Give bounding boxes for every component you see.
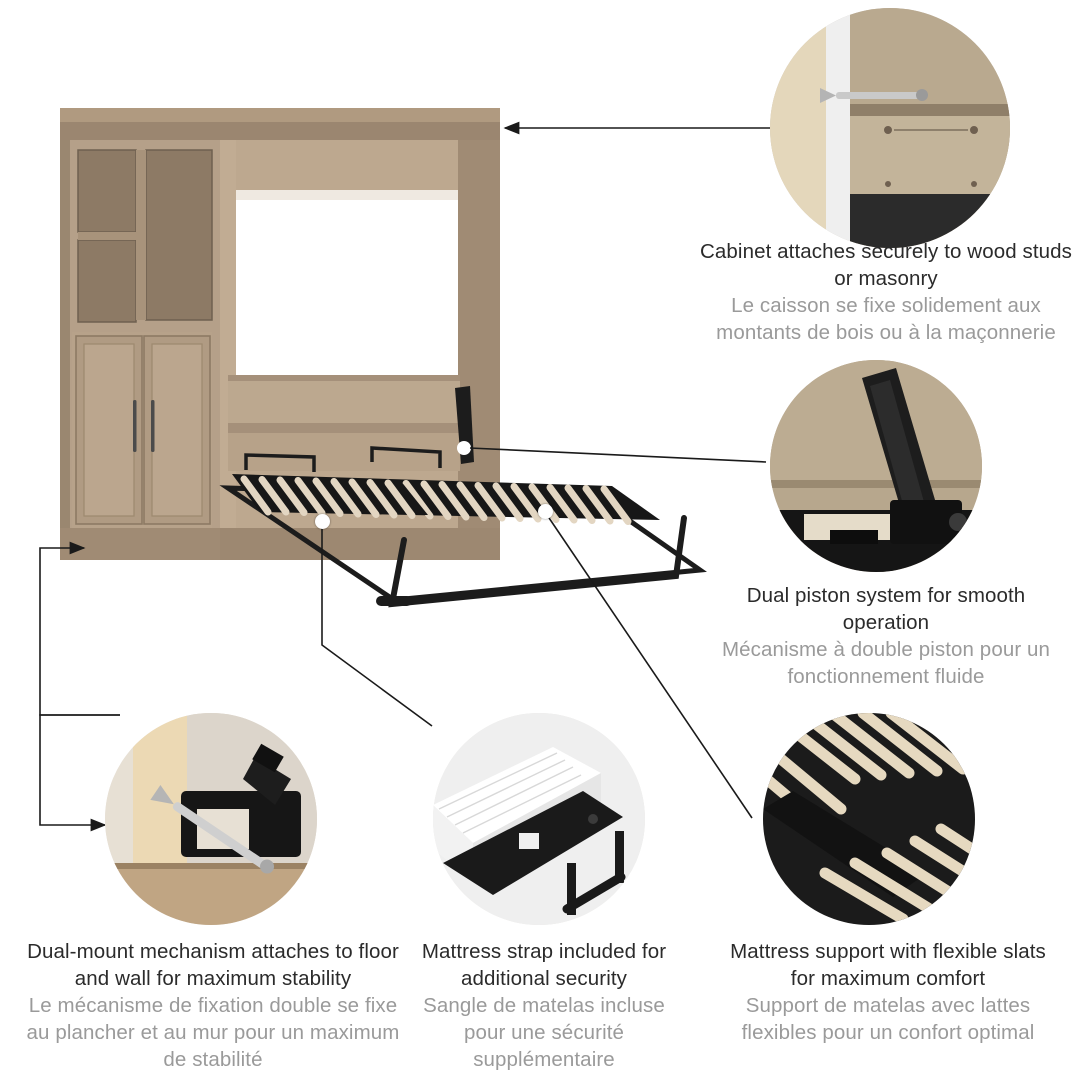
callout-dual-piston-en: Dual piston system for smooth operation [746, 584, 1026, 634]
callout-mattress-strap-fr: Sangle de matelas incluse pour une sécurité supplémentaire [423, 994, 665, 1071]
callout-cabinet-attachment-fr: Le caisson se fixe solidement aux montants de bois ou à la maçonnerie [716, 294, 1056, 344]
callout-mattress-support [720, 938, 1056, 1046]
detail-photo-dual-mount [105, 713, 317, 925]
detail-photo-cabinet-attachment [770, 8, 1010, 248]
callout-mattress-support-en: Mattress support with flexible slats for maximum comfort [730, 940, 1046, 990]
callout-dual-mount-fr: Le mécanisme de fixation double se fixe au plancher et au mur pour un maximum de stabilité [26, 994, 400, 1071]
product-illustration [0, 0, 760, 640]
callout-mattress-strap [404, 938, 684, 1073]
callout-cabinet-attachment [700, 238, 1072, 346]
callout-dual-mount-en: Dual-mount mechanism attaches to floor and wall for maximum stability [27, 940, 399, 990]
marker-dot-support [538, 504, 553, 519]
callout-cabinet-attachment-en: Cabinet attaches securely to wood studs or masonry [700, 240, 1072, 290]
callout-mattress-strap-en: Mattress strap included for additional security [421, 940, 667, 990]
detail-photo-mattress-support [763, 713, 975, 925]
marker-dot-strap [315, 514, 330, 529]
callout-mattress-support-fr: Support de matelas avec lattes flexibles pour un confort optimal [741, 994, 1035, 1044]
callout-dual-piston-fr: Mécanisme à double piston pour un fonctionnement fluide [721, 638, 1051, 688]
detail-photo-dual-piston [770, 360, 982, 572]
callout-dual-mount [18, 938, 408, 1073]
callout-dual-piston [716, 582, 1056, 690]
detail-photo-mattress-strap [433, 713, 645, 925]
